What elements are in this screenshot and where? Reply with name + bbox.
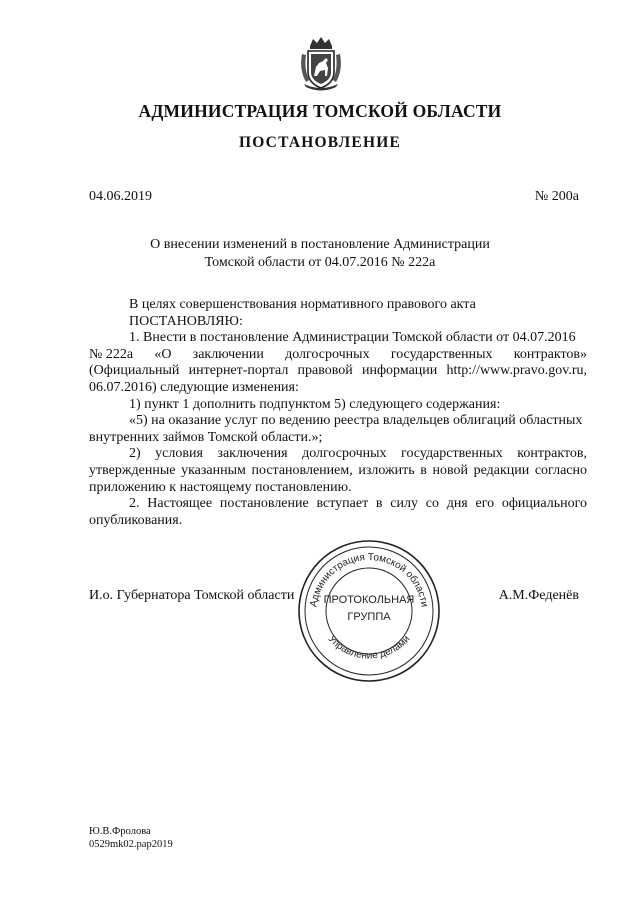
organization-title: АДМИНИСТРАЦИЯ ТОМСКОЙ ОБЛАСТИ bbox=[138, 101, 502, 121]
official-stamp-icon bbox=[295, 537, 443, 685]
body-line: опубликования. bbox=[89, 512, 183, 528]
subject-line: Томской области от 04.07.2016 № 222а bbox=[204, 255, 436, 270]
word: «О bbox=[154, 346, 172, 362]
body-line: 2) условия заключения долгосрочных государственных контрактов, bbox=[129, 446, 587, 462]
word: государственных bbox=[390, 346, 493, 362]
signatory-position: И.о. Губернатора Томской области bbox=[89, 588, 295, 603]
document-date: 04.06.2019 bbox=[89, 189, 152, 204]
signatory-name: А.М.Феденёв bbox=[498, 588, 579, 603]
stamp-outer-bottom: Управление делами bbox=[325, 633, 413, 662]
document-body bbox=[89, 297, 587, 529]
body-line: 1. Внести в постановление Администрации Томской области от 04.07.2016 bbox=[129, 330, 576, 346]
word: заключении bbox=[192, 346, 264, 362]
word: контрактов» bbox=[513, 346, 587, 362]
subject-line: О внесении изменений в постановление Администрации bbox=[150, 237, 490, 252]
body-line: утвержденные указанным постановлением, изложить в новой редакции согласно bbox=[89, 462, 587, 478]
document-footer bbox=[89, 825, 173, 851]
document-type: ПОСТАНОВЛЕНИЕ bbox=[238, 134, 402, 151]
stamp-inner-line2: ГРУППА bbox=[347, 611, 391, 623]
body-line: «5) на оказание услуг по ведению реестра владельцев облигаций областных bbox=[129, 413, 583, 429]
body-line: 1) пункт 1 дополнить подпунктом 5) следующего содержания: bbox=[129, 396, 501, 412]
stamp-outer-top: Администрация Томской области bbox=[308, 551, 430, 608]
document-number: № 200а bbox=[534, 189, 579, 204]
body-line-split bbox=[89, 347, 587, 364]
body-line: В целях совершенствования нормативного правового акта bbox=[129, 297, 476, 312]
stamp-inner-line1: ПРОТОКОЛЬНАЯ bbox=[323, 594, 415, 606]
body-line: внутренних займов Томской области.»; bbox=[89, 429, 323, 445]
body-line: ПОСТАНОВЛЯЮ: bbox=[129, 313, 243, 329]
word: № 222а bbox=[89, 346, 134, 362]
footer-file-code: 0529mk02.pap2019 bbox=[89, 839, 173, 850]
word: долгосрочных bbox=[285, 346, 370, 362]
body-line: 06.07.2016) следующие изменения: bbox=[89, 379, 299, 395]
body-line: 2. Настоящее постановление вступает в силу со дня его официального bbox=[129, 496, 587, 512]
footer-author: Ю.В.Фролова bbox=[89, 826, 151, 837]
document-subject bbox=[0, 236, 640, 272]
body-line: (Официальный интернет-портал правовой информации http://www.pravo.gov.ru, bbox=[89, 363, 587, 379]
body-line: приложению к настоящему постановлению. bbox=[89, 479, 352, 495]
coat-of-arms-icon bbox=[298, 36, 344, 92]
